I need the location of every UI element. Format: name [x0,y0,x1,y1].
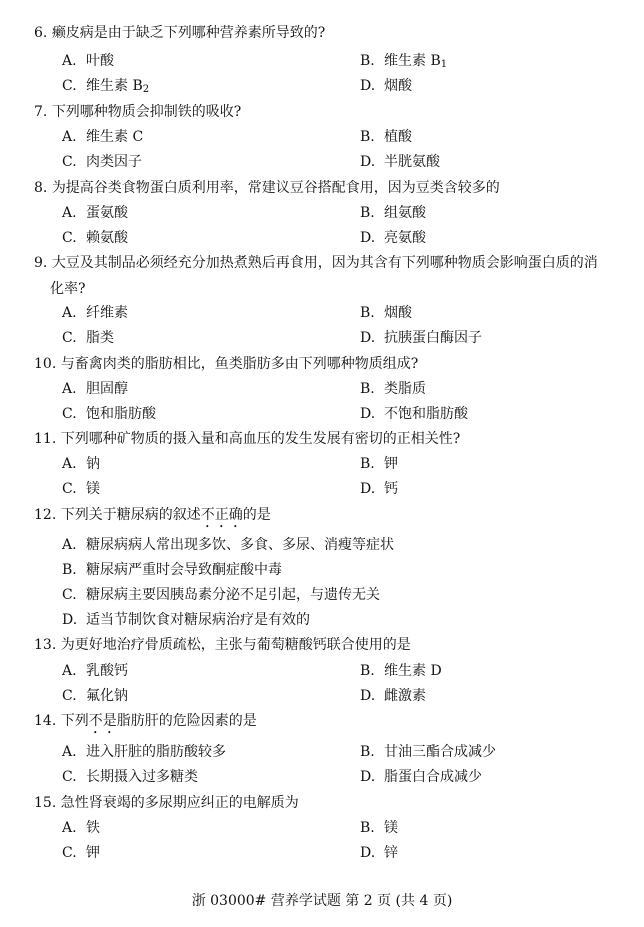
answer-option [360,817,398,837]
option-letter: C. [62,769,77,785]
option-text: 植酸 [384,129,412,145]
answer-option [360,842,398,862]
answer-option [62,126,143,146]
question-stem [34,101,241,121]
question-text: 为提高谷类食物蛋白质利用率，常建议豆谷搭配食用，因为豆类含较多的 [51,180,500,196]
option-subscript: 1 [440,59,448,70]
question-number: 14. [34,713,57,729]
answer-option [62,151,142,171]
question-text: 为更好地治疗骨质疏松，主张与葡萄糖酸钙联合使用的是 [60,637,411,653]
option-text: 维生素 D [384,663,442,679]
question-stem-continued: 化率? [50,281,86,297]
option-text: 不饱和脂肪酸 [384,406,468,422]
answer-option [360,403,468,423]
option-letter: D. [62,612,78,628]
answer-option [360,75,412,95]
option-letter: A. [62,663,77,679]
answer-option [62,534,394,554]
answer-option [62,660,128,680]
emphasized-text: 不是 [88,713,117,729]
option-letter: A. [62,205,77,221]
question-text-end: 的是 [242,507,271,523]
question-text: 下列 [60,713,89,729]
page-footer: 浙 03000# 营养学试题 第 2 页 (共 4 页) [191,893,453,909]
option-letter: A. [62,456,77,472]
question-number: 6. [34,25,48,41]
question-stem [34,504,271,531]
option-text: 钠 [86,456,100,472]
question-text: 癞皮病是由于缺乏下列哪种营养素所导致的? [51,25,326,41]
option-text: 脂类 [86,330,114,346]
option-letter: B. [360,205,375,221]
answer-option [62,202,128,222]
answer-option [360,378,426,398]
option-letter: B. [360,381,375,397]
option-letter: C. [62,330,77,346]
option-letter: A. [62,129,77,145]
option-letter: B. [360,129,375,145]
option-text: 维生素 B [384,53,441,69]
option-letter: A. [62,820,77,836]
option-letter: B. [360,820,375,836]
option-letter: D. [360,406,376,422]
option-text: 纤维素 [86,305,128,321]
option-text: 长期摄入过多糖类 [86,769,198,785]
answer-option [360,202,426,222]
option-text: 抗胰蛋白酶因子 [384,330,482,346]
answer-option [62,453,100,473]
option-text: 饱和脂肪酸 [86,406,156,422]
option-letter: D. [360,845,376,861]
option-letter: C. [62,406,77,422]
answer-option [360,50,447,70]
question-stem [34,353,418,373]
answer-option [62,478,100,498]
answer-option [62,584,380,604]
answer-option [62,559,282,579]
emphasized-text: 不正确 [200,507,243,523]
question-text: 下列哪种矿物质的摄入量和高血压的发生发展有密切的正相关性? [60,431,461,447]
option-letter: B. [360,744,375,760]
option-letter: C. [62,78,77,94]
question-number: 10. [34,356,57,372]
option-text: 胆固醇 [86,381,128,397]
question-stem [34,252,598,272]
option-letter: C. [62,481,77,497]
option-text: 糖尿病严重时会导致酮症酸中毒 [86,562,282,578]
answer-option [360,685,426,705]
answer-option [62,685,128,705]
option-text: 蛋氨酸 [86,205,128,221]
answer-option [360,766,482,786]
question-text: 大豆及其制品必须经充分加热煮熟后再食用，因为其含有下列哪种物质会影响蛋白质的消 [51,255,598,271]
question-number: 15. [34,795,57,811]
option-text: 脂蛋白合成减少 [384,769,482,785]
option-text: 钾 [384,456,398,472]
answer-option [360,741,496,761]
option-letter: D. [360,481,376,497]
option-letter: D. [360,78,376,94]
question-text: 下列关于糖尿病的叙述 [60,507,201,523]
option-letter: A. [62,305,77,321]
option-letter: C. [62,154,77,170]
option-text: 进入肝脏的脂肪酸较多 [86,744,226,760]
answer-option [360,660,442,680]
answer-option [62,327,114,347]
question-stem [34,710,257,737]
option-letter: A. [62,381,77,397]
option-text: 糖尿病主要因胰岛素分泌不足引起，与遗传无关 [86,587,380,603]
option-text: 雌激素 [384,688,426,704]
question-stem [34,428,460,448]
option-text: 赖氨酸 [86,230,128,246]
option-letter: C. [62,587,77,603]
answer-option [62,50,114,70]
question-stem [34,792,299,812]
option-letter: D. [360,230,376,246]
answer-option [62,842,100,862]
answer-option [62,302,128,322]
option-text: 铁 [86,820,100,836]
question-number: 8. [34,180,48,196]
option-text: 镁 [86,481,100,497]
option-letter: B. [360,456,375,472]
option-text: 糖尿病病人常出现多饮、多食、多尿、消瘦等症状 [86,537,394,553]
answer-option [62,378,128,398]
question-number: 7. [34,104,48,120]
option-letter: C. [62,845,77,861]
answer-option [360,327,482,347]
option-text: 锌 [384,845,398,861]
option-subscript: 2 [142,84,150,95]
option-letter: D. [360,154,376,170]
option-text: 烟酸 [384,78,412,94]
question-stem [34,634,411,654]
option-text: 氟化钠 [86,688,128,704]
option-text: 半胱氨酸 [384,154,440,170]
answer-option [62,766,198,786]
answer-option [360,126,412,146]
question-stem [34,22,325,42]
question-number: 13. [34,637,57,653]
answer-option [360,453,398,473]
question-number: 11. [34,431,57,447]
option-text: 亮氨酸 [384,230,426,246]
option-text: 甘油三酯合成减少 [384,744,496,760]
option-text: 类脂质 [384,381,426,397]
option-letter: C. [62,230,77,246]
answer-option [62,75,149,95]
question-text: 急性肾衰竭的多尿期应纠正的电解质为 [60,795,299,811]
option-text: 维生素 B [86,78,143,94]
option-text: 烟酸 [384,305,412,321]
option-text: 钾 [86,845,100,861]
question-stem [34,177,500,197]
question-text: 下列哪种物质会抑制铁的吸收? [51,104,242,120]
option-letter: A. [62,53,77,69]
answer-option [360,227,426,247]
question-text-end: 脂肪肝的危险因素的是 [116,713,257,729]
answer-option [62,403,156,423]
option-letter: D. [360,688,376,704]
option-text: 乳酸钙 [86,663,128,679]
option-text: 维生素 C [86,129,144,145]
question-number: 12. [34,507,57,523]
option-text: 组氨酸 [384,205,426,221]
option-text: 镁 [384,820,398,836]
answer-option [62,609,310,629]
question-text: 与畜禽肉类的脂肪相比，鱼类脂肪多由下列哪种物质组成? [60,356,419,372]
option-letter: C. [62,688,77,704]
question-number: 9. [34,255,48,271]
option-letter: B. [62,562,77,578]
answer-option [62,741,226,761]
option-letter: A. [62,744,77,760]
option-letter: B. [360,53,375,69]
answer-option [62,227,128,247]
option-text: 肉类因子 [86,154,142,170]
option-text: 适当节制饮食对糖尿病治疗是有效的 [86,612,310,628]
option-text: 钙 [384,481,398,497]
option-letter: B. [360,305,375,321]
answer-option [62,817,100,837]
answer-option [360,478,398,498]
option-letter: A. [62,537,77,553]
answer-option [360,302,412,322]
answer-option [360,151,440,171]
option-letter: B. [360,663,375,679]
option-letter: D. [360,769,376,785]
option-letter: D. [360,330,376,346]
option-text: 叶酸 [86,53,114,69]
